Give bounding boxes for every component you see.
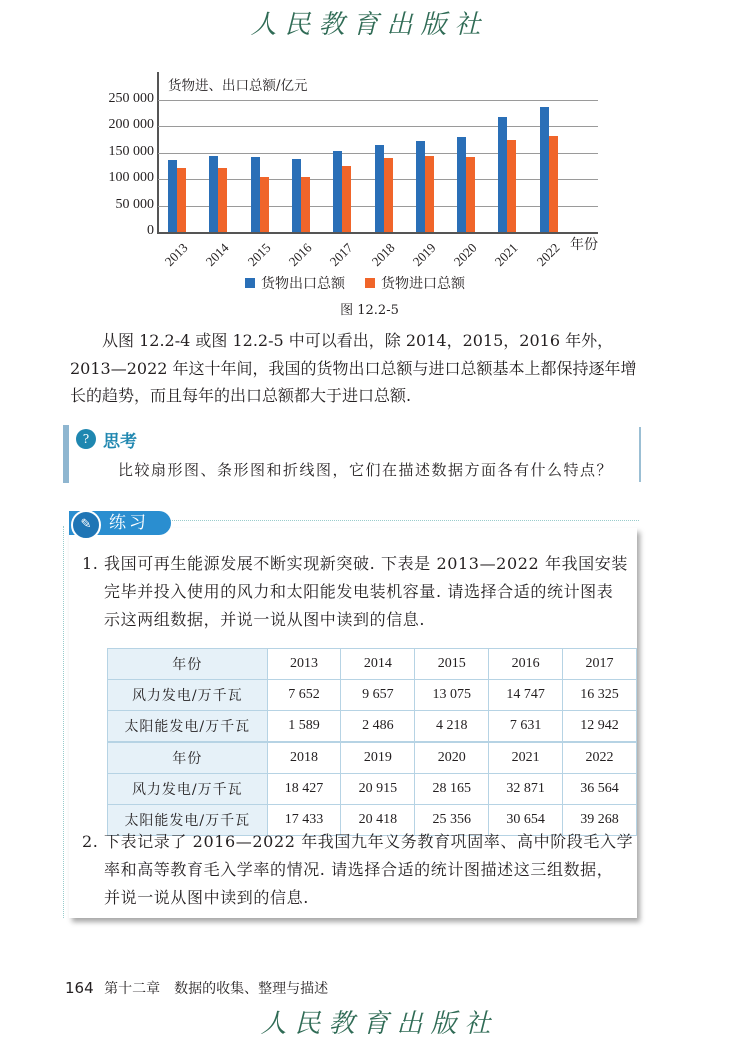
table-cell: 16 325	[563, 680, 637, 711]
think-left-bar	[63, 425, 69, 483]
bar-chart	[100, 72, 620, 282]
publisher-logo-bottom: 人民教育出版社	[260, 1009, 499, 1039]
think-question: 比较扇形图、条形图和折线图，它们在描述数据方面各有什么特点？	[118, 461, 614, 479]
bar-import	[177, 168, 186, 232]
table-cell: 17 433	[267, 805, 341, 836]
bar-export	[375, 145, 384, 232]
chapter-title: 第十二章 数据的收集、整理与描述	[104, 981, 329, 997]
table-row	[108, 649, 637, 680]
table-cell: 4 218	[415, 711, 489, 743]
exercise-text: 我国可再生能源发展不断实现新突破. 下表是 2013—2022 年我国安装	[104, 554, 628, 573]
bar-import	[301, 177, 310, 232]
table-cell: 2013	[267, 649, 341, 680]
page-number: 164	[65, 979, 94, 997]
table-cell: 39 268	[563, 805, 637, 836]
energy-table	[107, 648, 637, 836]
table-cell: 13 075	[415, 680, 489, 711]
table-cell: 9 657	[341, 680, 415, 711]
x-tick-label: 2014	[202, 240, 232, 269]
bar-export	[416, 141, 425, 232]
bar-import	[218, 168, 227, 232]
table-cell: 36 564	[563, 774, 637, 805]
x-tick-label: 2018	[368, 240, 398, 269]
exercise-text: 示这两组数据，并说一说从图中读到的信息.	[104, 610, 426, 629]
publisher-logo-top: 人民教育出版社	[250, 10, 489, 40]
think-title: 思考	[103, 432, 137, 452]
table-cell: 2017	[563, 649, 637, 680]
x-tick-label: 2022	[533, 240, 563, 269]
table-cell: 7 631	[489, 711, 563, 743]
bar-export	[292, 159, 301, 232]
legend-swatch-orange	[365, 278, 375, 288]
table-cell: 2018	[267, 742, 341, 774]
y-tick-label: 200 000	[108, 117, 154, 133]
row-header: 年份	[108, 742, 268, 774]
exercise-text: 并说一说从图中读到的信息.	[104, 888, 309, 907]
x-tick-label: 2020	[450, 240, 480, 269]
table-cell: 2015	[415, 649, 489, 680]
practice-box	[63, 513, 639, 918]
table-row	[108, 742, 637, 774]
bar-import	[549, 136, 558, 232]
exercise-number: 2.	[82, 832, 99, 851]
table-cell: 2016	[489, 649, 563, 680]
table-cell: 12 942	[563, 711, 637, 743]
legend-swatch-blue	[245, 278, 255, 288]
bar-export	[209, 156, 218, 232]
y-tick-label: 100 000	[108, 170, 154, 186]
pencil-icon: ✎	[71, 510, 101, 540]
gridline	[158, 126, 598, 127]
y-tick-label: 0	[147, 223, 154, 238]
table-cell: 18 427	[267, 774, 341, 805]
x-tick-label: 2015	[244, 240, 274, 269]
page-footer	[65, 978, 328, 998]
y-tick-label: 150 000	[108, 143, 154, 159]
table-cell: 30 654	[489, 805, 563, 836]
table-cell: 32 871	[489, 774, 563, 805]
legend-label: 货物进口总额	[381, 276, 465, 292]
practice-panel	[69, 528, 637, 918]
bar-import	[507, 140, 516, 232]
table-cell: 1 589	[267, 711, 341, 743]
exercise-1	[82, 550, 642, 634]
legend-item-export	[245, 273, 345, 293]
bar-export	[498, 117, 507, 232]
x-tick-label: 2016	[285, 240, 315, 269]
exercise-text: 率和高等教育毛入学率的情况. 请选择合适的统计图描述这三组数据，	[104, 860, 614, 879]
table-cell: 2 486	[341, 711, 415, 743]
figure-caption: 图 12.2-5	[340, 303, 399, 318]
table-row	[108, 680, 637, 711]
body-paragraph: 从图 12.2-4 或图 12.2-5 中可以看出，除 2014，2015，2016 年外，2013—2022 年这十年间，我国的货物出口总额与进口总额基本上都保持逐年增长的趋势，而且每年的出口总额都大于进口总额.	[70, 331, 637, 405]
table-row	[108, 711, 637, 743]
table-cell: 20 418	[341, 805, 415, 836]
row-header: 太阳能发电/万千瓦	[108, 805, 268, 836]
dotted-border-left	[63, 526, 64, 918]
think-right-bar	[639, 427, 641, 482]
row-header: 太阳能发电/万千瓦	[108, 711, 268, 743]
table-cell: 20 915	[341, 774, 415, 805]
exercise-2	[82, 828, 642, 912]
table-row	[108, 774, 637, 805]
bar-import	[466, 157, 475, 232]
table-cell: 2022	[563, 742, 637, 774]
y-tick-label: 250 000	[108, 91, 154, 106]
table-cell: 28 165	[415, 774, 489, 805]
y-tick-label: 50 000	[115, 196, 154, 212]
exercise-text: 下表记录了 2016—2022 年我国九年义务教育巩固率、高中阶段毛入学	[104, 832, 634, 851]
bar-import	[260, 177, 269, 232]
row-header: 风力发电/万千瓦	[108, 680, 268, 711]
exercise-text: 完毕并投入使用的风力和太阳能发电装机容量. 请选择合适的统计图表	[104, 582, 614, 601]
x-tick-label: 2021	[492, 240, 521, 269]
table-cell: 2020	[415, 742, 489, 774]
bar-export	[168, 160, 177, 232]
chart-x-unit: 年份	[570, 237, 598, 253]
lightbulb-head-icon: ?	[76, 429, 96, 449]
dotted-border-top	[163, 520, 639, 521]
x-tick-label: 2017	[326, 240, 356, 269]
gridline	[158, 100, 598, 101]
legend-item-import	[365, 273, 465, 293]
legend-label: 货物出口总额	[261, 276, 345, 292]
bar-export	[251, 157, 260, 232]
table-cell: 2014	[341, 649, 415, 680]
bar-import	[425, 156, 434, 232]
bar-import	[384, 158, 393, 232]
x-tick-label: 2019	[409, 240, 439, 269]
x-tick-label: 2013	[161, 240, 191, 269]
chart-y-title: 货物进、出口总额/亿元	[168, 78, 308, 94]
table-cell: 2021	[489, 742, 563, 774]
practice-title: 练习	[109, 513, 149, 533]
bar-export	[333, 151, 342, 232]
row-header: 年份	[108, 649, 268, 680]
table-cell: 7 652	[267, 680, 341, 711]
x-axis	[157, 232, 598, 234]
table-cell: 14 747	[489, 680, 563, 711]
table-cell: 2019	[341, 742, 415, 774]
row-header: 风力发电/万千瓦	[108, 774, 268, 805]
bar-export	[457, 137, 466, 232]
table-cell: 25 356	[415, 805, 489, 836]
chart-legend	[245, 273, 465, 293]
think-box	[63, 425, 641, 485]
exercise-number: 1.	[82, 554, 99, 573]
bar-export	[540, 107, 549, 232]
bar-import	[342, 166, 351, 232]
